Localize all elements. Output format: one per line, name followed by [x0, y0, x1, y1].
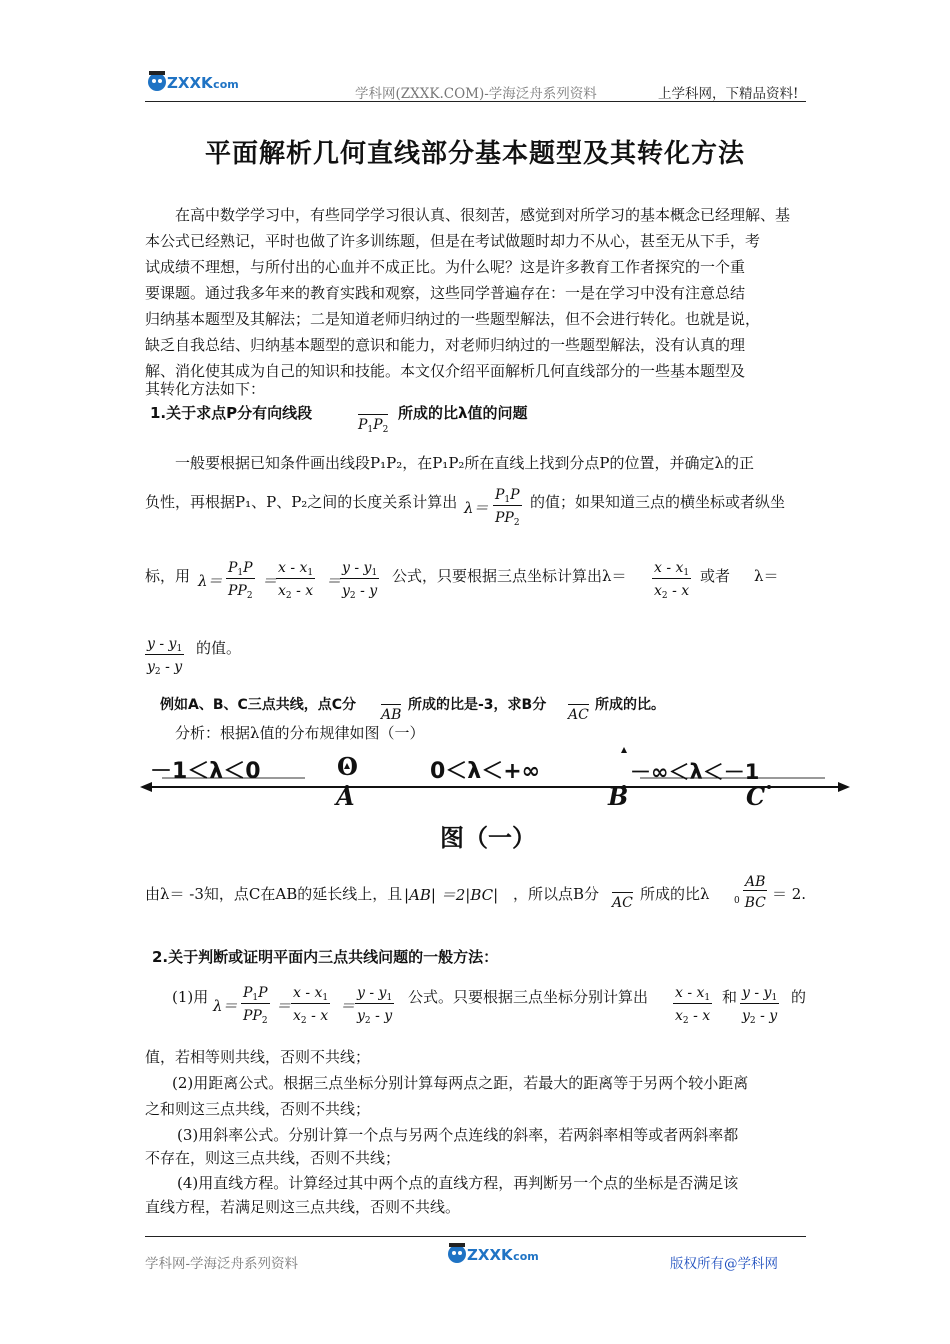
- example-c: 所成的比。: [595, 697, 665, 713]
- method1-b: 公式。只要根据三点坐标分别计算出: [408, 988, 649, 1006]
- zxxk-logo-icon: [143, 68, 243, 96]
- conclusion-a: 由λ＝ -3知，点C在AB的延长线上，且: [145, 885, 403, 903]
- figure-caption: 图（一）: [440, 824, 536, 852]
- page-title: 平面解析几何直线部分基本题型及其转化方法: [204, 139, 745, 169]
- label-o: O: [337, 752, 358, 781]
- intro-line: 缺乏自我总结、归纳基本题型的意识和能力，对老师归纳过的一些题型解法，没有认真的理: [145, 336, 746, 354]
- intro-line: 解、消化使其成为自己的知识和技能。本文仅介绍平面解析几何直线部分的一些基本题型及: [145, 362, 746, 380]
- section1-para1: 一般要根据已知条件画出线段P₁P₂，在P₁P₂所在直线上找到分点P的位置，并确定λ的正: [175, 454, 755, 472]
- section1-heading-a: 1.关于求点P分有向线段: [150, 404, 313, 422]
- method1-a: (1)用: [172, 988, 209, 1006]
- label-a: A: [336, 782, 355, 811]
- section1-para2b: 的值；如果知道三点的横坐标或者纵坐: [530, 493, 786, 511]
- lambda-symbol: λ＝: [464, 499, 489, 517]
- range-left-label: －1＜λ＜0: [150, 759, 261, 784]
- footer-rule: [145, 1236, 806, 1237]
- vector-p1p2: $P_1P_2$: [358, 414, 388, 435]
- section2-heading: 2.关于判断或证明平面内三点共线问题的一般方法：: [152, 948, 499, 966]
- fraction-y: $\frac{y - y_1}{y_2 - y}$: [341, 560, 378, 601]
- section1-para3b: 公式，只要根据三点坐标计算出λ＝: [392, 567, 627, 585]
- lambda-symbol: λ＝: [213, 997, 238, 1015]
- equals-sign: ＝: [262, 572, 278, 590]
- fraction-x: $\frac{x - x_1}{x_2 - x}$: [653, 560, 690, 601]
- intro-line: 要课题。通过我多年来的教育实践和观察，这些同学普遍存在：一是在学习中没有注意总结: [145, 284, 746, 302]
- header-center: 学科网(ZXXK.COM)-学海泛舟系列资料: [355, 86, 597, 102]
- fraction-p1p-pp2: $\frac{P_1P}{PP_2}$: [228, 560, 253, 601]
- method2-b: 之和则这三点共线，否则不共线；: [145, 1100, 371, 1118]
- method3-a: (3)用斜率公式。分别计算一个点与另两个点连线的斜率，若两斜率相等或者两斜率都: [177, 1126, 739, 1144]
- method3-b: 不存在，则这三点共线，否则不共线；: [145, 1149, 401, 1167]
- fraction-p1p-pp2: $\frac{P_1P}{PP_2}$: [243, 985, 268, 1026]
- method1-c: 和: [722, 988, 738, 1006]
- equals-sign: ＝: [326, 572, 342, 590]
- header-logo: [143, 68, 243, 96]
- range-mid-label: 0＜λ＜+∞: [430, 759, 540, 784]
- method2-a: (2)用距离公式。根据三点坐标分别计算每两点之距，若最大的距离等于另两个较小距离: [172, 1074, 749, 1092]
- svg-text:ZXXK: ZXXK: [467, 1246, 513, 1264]
- section1-para4: 的值。: [196, 639, 242, 657]
- fraction-x: $\frac{x - x_1}{x_2 - x}$: [292, 985, 329, 1026]
- method4-a: (4)用直线方程。计算经过其中两个点的直线方程，再判断另一个点的坐标是否满足该: [177, 1174, 739, 1192]
- label-b: B: [608, 782, 629, 811]
- section1-para3a: 标，用: [145, 567, 191, 585]
- footer-left: 学科网-学海泛舟系列资料: [145, 1256, 299, 1272]
- svg-text:ZXXK: ZXXK: [167, 74, 213, 92]
- intro-line: 归纳基本题型及其解法；二是知道老师归纳过的一些题型解法，但不会进行转化。也就是说，: [145, 310, 761, 328]
- range-right-label: －∞＜λ＜－1: [630, 760, 760, 784]
- intro-line: 本公式已经熟记，平时也做了许多训练题，但是在考试做题时却力不从心，甚至无从下手，考: [145, 232, 761, 250]
- section1-para3d: λ＝: [754, 567, 779, 585]
- fraction-y: $\frac{y - y_1}{y_2 - y}$: [146, 636, 183, 677]
- method4-b: 直线方程，若满足则这三点共线，否则不共线。: [145, 1198, 461, 1216]
- header-right: 上学科网，下精品资料!: [658, 86, 799, 102]
- method1-e: 值，若相等则共线，否则不共线；: [145, 1048, 371, 1066]
- svg-text:.com: .com: [209, 78, 239, 91]
- vector-ac: AC: [568, 704, 589, 723]
- method1-d: 的: [791, 988, 807, 1006]
- fraction-x: $\frac{x - x_1}{x_2 - x}$: [277, 560, 314, 601]
- zxxk-logo-icon: [443, 1240, 543, 1268]
- vector-ab: AB: [381, 704, 401, 723]
- abs-ab-equals-2bc: |AB| ＝2|BC|: [404, 886, 499, 904]
- svg-text:.com: .com: [509, 1250, 539, 1263]
- intro-line: 其转化方法如下：: [145, 380, 266, 398]
- header-rule: [145, 101, 806, 102]
- vector-ac: AC: [612, 892, 633, 911]
- intro-line: 在高中数学学习中，有些同学学习很认真、很刻苦，感觉到对所学习的基本概念已经理解、基: [175, 206, 791, 224]
- conclusion-d: ＝ 2.: [772, 885, 807, 903]
- fraction-y: $\frac{y - y_1}{y_2 - y}$: [356, 985, 393, 1026]
- example-a: 例如A、B、C三点共线，点C分: [160, 697, 357, 713]
- lambda-symbol: λ＝: [198, 572, 223, 590]
- label-c: C: [746, 782, 766, 811]
- intro-line: 试成绩不理想，与所付出的心血并不成正比。为什么呢？这是许多教育工作者探究的一个重: [145, 258, 746, 276]
- footer-logo: [443, 1240, 543, 1268]
- conclusion-b: ，所以点B分: [513, 885, 600, 903]
- section1-heading-b: 所成的比λ值的问题: [398, 404, 528, 422]
- fraction-p1p-pp2: $\frac{P_1P}{PP_2}$: [495, 487, 520, 528]
- fraction-ab-bc: $\frac{AB}{BC}$: [744, 874, 766, 911]
- analysis-line: 分析：根据λ值的分布规律如图（一）: [175, 724, 425, 742]
- section1-para3c: 或者: [700, 567, 731, 585]
- equals-sign: ＝: [340, 997, 356, 1015]
- fraction-x: $\frac{x - x_1}{x_2 - x}$: [674, 985, 711, 1026]
- fraction-y: $\frac{y - y_1}{y_2 - y}$: [741, 985, 778, 1026]
- example-b: 所成的比是-3，求B分: [408, 697, 547, 713]
- footer-right: 版权所有@学科网: [670, 1256, 778, 1272]
- section1-para2a: 负性，再根据P₁、P、P₂之间的长度关系计算出: [145, 493, 458, 511]
- equals-sign: ＝: [276, 997, 292, 1015]
- conclusion-c: 所成的比λ: [640, 885, 710, 903]
- lambda-subscript: 0: [734, 896, 740, 906]
